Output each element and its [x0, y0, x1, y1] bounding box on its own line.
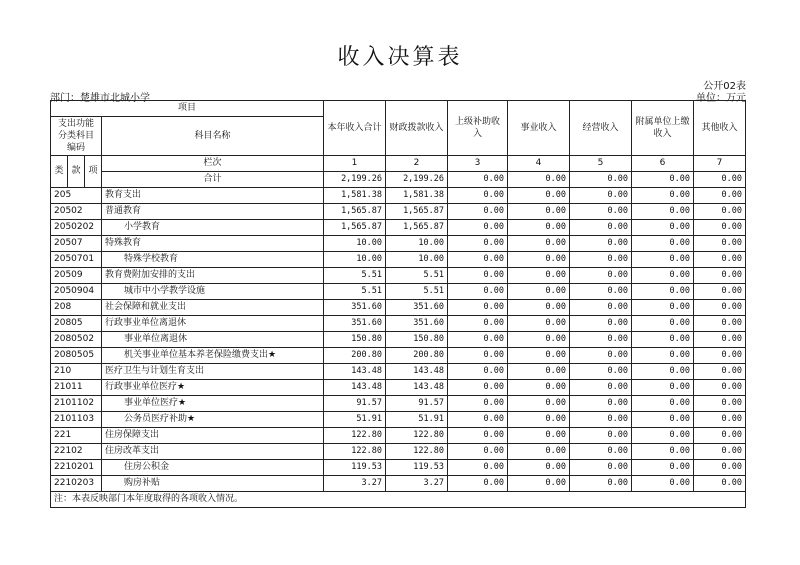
table-row — [51, 428, 746, 444]
row-value: 0.00 — [570, 300, 632, 316]
row-value: 0.00 — [508, 444, 570, 460]
form-number: 公开02表 — [703, 81, 746, 92]
row-code: 205 — [51, 188, 102, 204]
header-col-3: 上级补助收入 — [448, 101, 508, 156]
table-row — [51, 268, 746, 284]
row-value: 10.00 — [386, 236, 448, 252]
row-value: 351.60 — [324, 316, 386, 332]
row-value: 0.00 — [570, 428, 632, 444]
department-label: 部门：楚雄市北城小学 — [50, 93, 150, 104]
row-value: 0.00 — [448, 332, 508, 348]
header-func-code: 支出功能分类科目编码 — [51, 117, 102, 156]
row-subject-name: 事业单位医疗★ — [102, 396, 324, 412]
col-num-2: 2 — [386, 156, 448, 172]
unit-label: 单位：万元 — [696, 93, 746, 104]
row-value: 0.00 — [508, 220, 570, 236]
row-value: 3.27 — [386, 476, 448, 492]
row-value: 0.00 — [508, 236, 570, 252]
table-row — [51, 348, 746, 364]
header-col-4: 事业收入 — [508, 101, 570, 156]
row-code: 2050202 — [51, 220, 102, 236]
row-code: 22102 — [51, 444, 102, 460]
total-value: 0.00 — [694, 172, 746, 188]
col-num-4: 4 — [508, 156, 570, 172]
income-table — [50, 100, 746, 508]
table-row — [51, 332, 746, 348]
row-value: 0.00 — [448, 428, 508, 444]
row-value: 5.51 — [324, 268, 386, 284]
row-value: 0.00 — [570, 444, 632, 460]
row-subject-name: 教育费附加安排的支出 — [102, 268, 324, 284]
row-value: 0.00 — [632, 204, 694, 220]
row-value: 0.00 — [448, 188, 508, 204]
row-value: 51.91 — [386, 412, 448, 428]
row-subject-name: 教育支出 — [102, 188, 324, 204]
total-row — [51, 172, 746, 188]
row-value: 0.00 — [508, 284, 570, 300]
row-value: 0.00 — [570, 252, 632, 268]
row-value: 0.00 — [694, 364, 746, 380]
row-value: 0.00 — [570, 204, 632, 220]
row-subject-name: 小学教育 — [102, 220, 324, 236]
row-value: 0.00 — [694, 476, 746, 492]
row-value: 0.00 — [694, 188, 746, 204]
row-value: 119.53 — [324, 460, 386, 476]
col-num-3: 3 — [448, 156, 508, 172]
row-value: 0.00 — [508, 268, 570, 284]
row-value: 0.00 — [570, 348, 632, 364]
row-value: 0.00 — [508, 204, 570, 220]
col-num-5: 5 — [570, 156, 632, 172]
row-value: 0.00 — [632, 364, 694, 380]
row-value: 0.00 — [448, 396, 508, 412]
row-value: 0.00 — [632, 476, 694, 492]
row-value: 200.80 — [324, 348, 386, 364]
row-value: 0.00 — [694, 204, 746, 220]
row-value: 0.00 — [508, 300, 570, 316]
row-value: 0.00 — [632, 412, 694, 428]
page-title: 收入决算表 — [337, 45, 463, 70]
row-code: 20805 — [51, 316, 102, 332]
row-value: 1,565.87 — [324, 220, 386, 236]
row-value: 143.48 — [386, 380, 448, 396]
header-xiang: 项 — [85, 156, 102, 188]
row-value: 0.00 — [570, 268, 632, 284]
row-subject-name: 公务员医疗补助★ — [102, 412, 324, 428]
row-value: 143.48 — [324, 380, 386, 396]
col-num-7: 7 — [694, 156, 746, 172]
row-value: 0.00 — [448, 380, 508, 396]
total-label: 合计 — [102, 172, 324, 188]
row-value: 1,565.87 — [324, 204, 386, 220]
row-value: 0.00 — [694, 380, 746, 396]
row-value: 0.00 — [694, 268, 746, 284]
row-value: 0.00 — [508, 476, 570, 492]
row-code: 20509 — [51, 268, 102, 284]
row-code: 21011 — [51, 380, 102, 396]
row-subject-name: 行政事业单位离退休 — [102, 316, 324, 332]
row-value: 200.80 — [386, 348, 448, 364]
header-col-7: 其他收入 — [694, 101, 746, 156]
row-code: 2080505 — [51, 348, 102, 364]
row-value: 0.00 — [632, 236, 694, 252]
row-value: 91.57 — [324, 396, 386, 412]
table-row — [51, 364, 746, 380]
row-value: 0.00 — [448, 236, 508, 252]
row-subject-name: 医疗卫生与计划生育支出 — [102, 364, 324, 380]
row-value: 0.00 — [632, 380, 694, 396]
row-value: 0.00 — [632, 300, 694, 316]
row-value: 0.00 — [508, 252, 570, 268]
table-note: 注：本表反映部门本年度取得的各项收入情况。 — [51, 492, 746, 508]
row-value: 10.00 — [324, 236, 386, 252]
row-value: 0.00 — [508, 316, 570, 332]
header-subject-name: 科目名称 — [102, 117, 324, 156]
row-value: 0.00 — [448, 412, 508, 428]
header-col-5: 经营收入 — [570, 101, 632, 156]
row-value: 0.00 — [632, 188, 694, 204]
table-row — [51, 380, 746, 396]
row-value: 122.80 — [386, 444, 448, 460]
table-row — [51, 476, 746, 492]
row-value: 0.00 — [694, 460, 746, 476]
row-subject-name: 社会保障和就业支出 — [102, 300, 324, 316]
total-value: 2,199.26 — [324, 172, 386, 188]
row-value: 0.00 — [570, 396, 632, 412]
row-value: 1,565.87 — [386, 220, 448, 236]
row-value: 0.00 — [632, 348, 694, 364]
row-value: 119.53 — [386, 460, 448, 476]
row-value: 143.48 — [324, 364, 386, 380]
row-code: 2101102 — [51, 396, 102, 412]
header-kuan: 款 — [68, 156, 85, 188]
row-code: 2101103 — [51, 412, 102, 428]
table-row — [51, 412, 746, 428]
row-value: 0.00 — [570, 236, 632, 252]
table-row — [51, 460, 746, 476]
row-value: 5.51 — [386, 268, 448, 284]
row-value: 0.00 — [448, 252, 508, 268]
total-value: 0.00 — [448, 172, 508, 188]
row-value: 150.80 — [386, 332, 448, 348]
row-value: 0.00 — [448, 300, 508, 316]
row-value: 51.91 — [324, 412, 386, 428]
row-value: 0.00 — [508, 428, 570, 444]
row-value: 0.00 — [508, 460, 570, 476]
row-value: 0.00 — [632, 316, 694, 332]
row-code: 2050904 — [51, 284, 102, 300]
row-value: 0.00 — [570, 284, 632, 300]
row-subject-name: 特殊教育 — [102, 236, 324, 252]
row-value: 0.00 — [570, 332, 632, 348]
table-row — [51, 252, 746, 268]
row-value: 0.00 — [632, 460, 694, 476]
row-value: 0.00 — [632, 220, 694, 236]
row-value: 0.00 — [508, 348, 570, 364]
header-col-1: 本年收入合计 — [324, 101, 386, 156]
row-value: 5.51 — [324, 284, 386, 300]
table-row — [51, 316, 746, 332]
row-code: 2080502 — [51, 332, 102, 348]
row-value: 3.27 — [324, 476, 386, 492]
row-value: 0.00 — [570, 380, 632, 396]
row-value: 351.60 — [324, 300, 386, 316]
table-row — [51, 204, 746, 220]
row-subject-name: 行政事业单位医疗★ — [102, 380, 324, 396]
row-value: 122.80 — [324, 444, 386, 460]
row-code: 221 — [51, 428, 102, 444]
row-value: 5.51 — [386, 284, 448, 300]
row-value: 150.80 — [324, 332, 386, 348]
row-value: 0.00 — [448, 220, 508, 236]
row-value: 0.00 — [694, 412, 746, 428]
total-value: 0.00 — [570, 172, 632, 188]
row-subject-name: 住房公积金 — [102, 460, 324, 476]
row-code: 210 — [51, 364, 102, 380]
row-value: 0.00 — [694, 428, 746, 444]
row-value: 0.00 — [448, 204, 508, 220]
row-value: 0.00 — [632, 252, 694, 268]
row-subject-name: 机关事业单位基本养老保险缴费支出★ — [102, 348, 324, 364]
row-code: 208 — [51, 300, 102, 316]
row-value: 0.00 — [632, 268, 694, 284]
col-num-1: 1 — [324, 156, 386, 172]
row-value: 0.00 — [570, 460, 632, 476]
row-value: 0.00 — [508, 332, 570, 348]
row-value: 143.48 — [386, 364, 448, 380]
table-row — [51, 284, 746, 300]
table-row — [51, 188, 746, 204]
row-subject-name: 特殊学校教育 — [102, 252, 324, 268]
row-value: 10.00 — [324, 252, 386, 268]
row-value: 0.00 — [508, 412, 570, 428]
row-value: 0.00 — [570, 364, 632, 380]
row-value: 0.00 — [448, 364, 508, 380]
row-value: 0.00 — [508, 364, 570, 380]
row-value: 10.00 — [386, 252, 448, 268]
row-code: 2210201 — [51, 460, 102, 476]
row-value: 351.60 — [386, 316, 448, 332]
row-value: 1,565.87 — [386, 204, 448, 220]
row-subject-name: 购房补贴 — [102, 476, 324, 492]
row-code: 20507 — [51, 236, 102, 252]
row-value: 122.80 — [324, 428, 386, 444]
header-col-seq: 栏次 — [102, 156, 324, 172]
row-subject-name: 事业单位离退休 — [102, 332, 324, 348]
row-subject-name: 住房保障支出 — [102, 428, 324, 444]
table-row — [51, 300, 746, 316]
row-value: 0.00 — [570, 412, 632, 428]
row-subject-name: 普通教育 — [102, 204, 324, 220]
row-value: 0.00 — [448, 316, 508, 332]
row-value: 0.00 — [632, 396, 694, 412]
header-col-6: 附属单位上缴收入 — [632, 101, 694, 156]
header-col-2: 财政拨款收入 — [386, 101, 448, 156]
total-value: 0.00 — [632, 172, 694, 188]
row-value: 351.60 — [386, 300, 448, 316]
row-value: 0.00 — [448, 284, 508, 300]
row-value: 0.00 — [694, 220, 746, 236]
row-value: 0.00 — [448, 460, 508, 476]
row-value: 0.00 — [694, 348, 746, 364]
row-value: 0.00 — [448, 476, 508, 492]
row-subject-name: 住房改革支出 — [102, 444, 324, 460]
row-value: 0.00 — [448, 268, 508, 284]
row-value: 0.00 — [694, 396, 746, 412]
table-row — [51, 220, 746, 236]
row-value: 0.00 — [694, 300, 746, 316]
row-code: 2050701 — [51, 252, 102, 268]
total-value: 2,199.26 — [386, 172, 448, 188]
col-num-6: 6 — [632, 156, 694, 172]
row-value: 122.80 — [386, 428, 448, 444]
row-value: 0.00 — [694, 252, 746, 268]
row-value: 0.00 — [448, 444, 508, 460]
row-value: 0.00 — [694, 444, 746, 460]
row-value: 0.00 — [570, 476, 632, 492]
row-value: 0.00 — [694, 236, 746, 252]
header-lei: 类 — [51, 156, 68, 188]
row-value: 0.00 — [632, 284, 694, 300]
row-value: 0.00 — [632, 444, 694, 460]
row-value: 0.00 — [508, 396, 570, 412]
row-value: 0.00 — [632, 332, 694, 348]
row-value: 0.00 — [632, 428, 694, 444]
row-code: 20502 — [51, 204, 102, 220]
row-value: 0.00 — [694, 316, 746, 332]
row-value: 0.00 — [570, 188, 632, 204]
row-value: 0.00 — [570, 316, 632, 332]
row-subject-name: 城市中小学教学设施 — [102, 284, 324, 300]
row-code: 2210203 — [51, 476, 102, 492]
row-value: 91.57 — [386, 396, 448, 412]
row-value: 0.00 — [694, 284, 746, 300]
row-value: 0.00 — [448, 348, 508, 364]
row-value: 0.00 — [694, 332, 746, 348]
row-value: 0.00 — [570, 220, 632, 236]
total-value: 0.00 — [508, 172, 570, 188]
table-row — [51, 236, 746, 252]
row-value: 1,581.38 — [324, 188, 386, 204]
row-value: 1,581.38 — [386, 188, 448, 204]
table-row — [51, 444, 746, 460]
table-row — [51, 396, 746, 412]
row-value: 0.00 — [508, 188, 570, 204]
header-item: 项目 — [51, 101, 324, 117]
row-value: 0.00 — [508, 380, 570, 396]
